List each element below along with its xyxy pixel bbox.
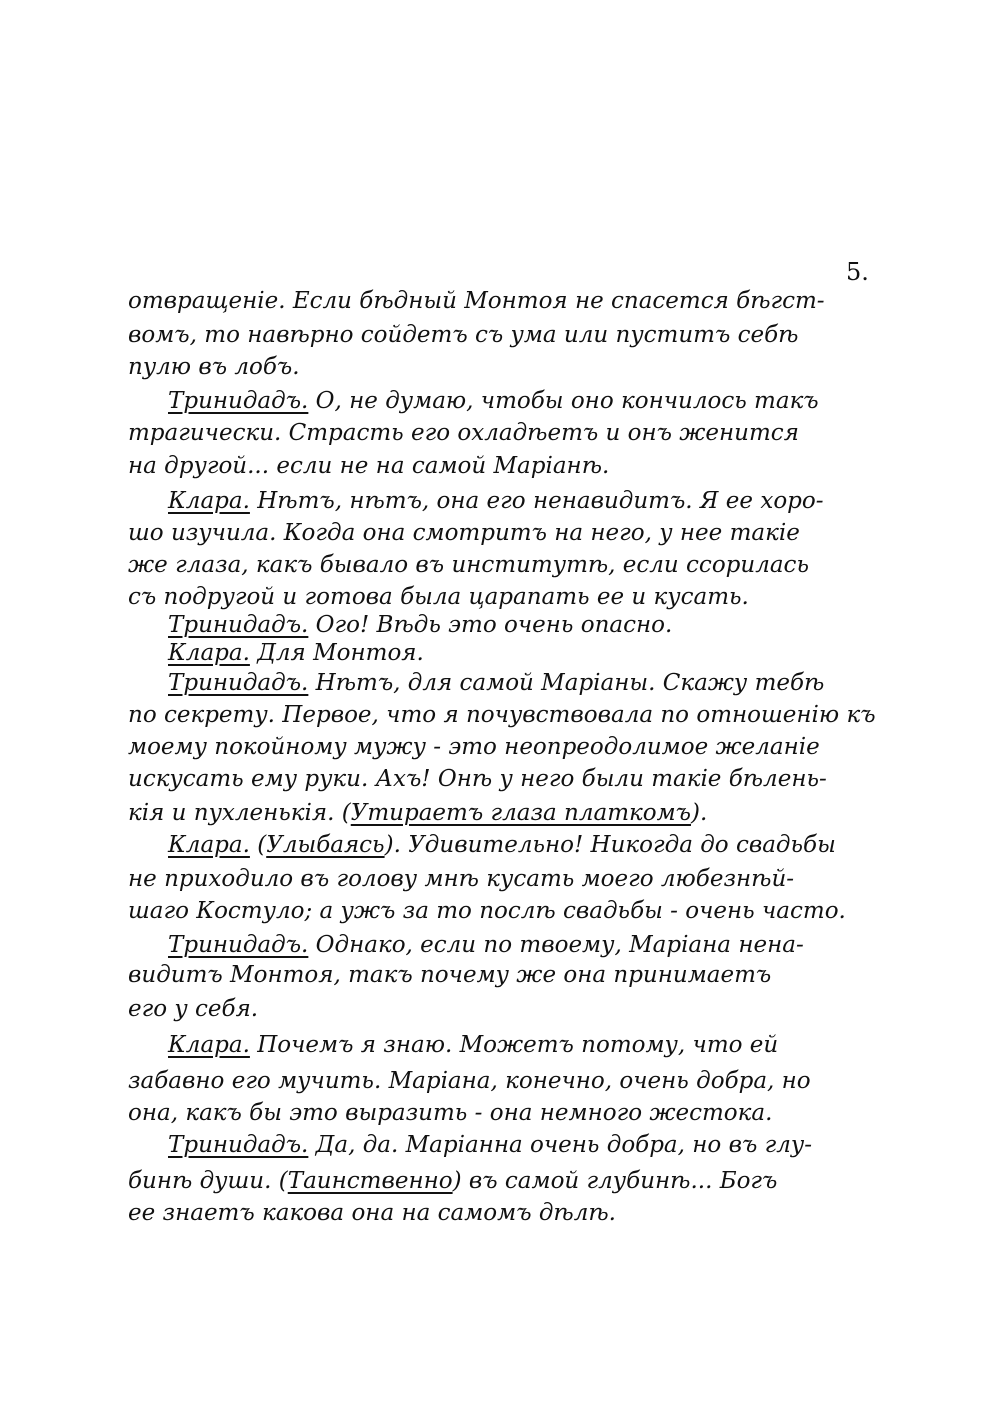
line-text: на другой... если не на самой Маріанѣ. bbox=[128, 453, 610, 479]
line-text: Нѣтъ, нѣтъ, она его ненавидитъ. Я ее хоро- bbox=[249, 488, 824, 514]
manuscript-line bbox=[128, 892, 888, 930]
line-text: по секрету. Первое, что я почувствовала по отношенію къ bbox=[128, 702, 876, 728]
speaker-name: Тринидадъ. bbox=[168, 1132, 309, 1158]
manuscript-line bbox=[168, 1026, 928, 1064]
line-text: шаго Костуло; а ужъ за то послѣ свадьбы - очень часто. bbox=[128, 898, 846, 924]
line-text: ). Удивительно! Никогда до свадьбы bbox=[384, 832, 836, 858]
line-text: бинѣ души. ( bbox=[128, 1168, 288, 1194]
line-text: Ого! Вѣдь это очень опасно. bbox=[308, 612, 673, 638]
speaker-name: Тринидадъ. bbox=[168, 612, 309, 638]
line-text: шо изучила. Когда она смотритъ на него, у нее такіе bbox=[128, 520, 800, 546]
manuscript-line bbox=[168, 826, 928, 864]
line-text: не приходило въ голову мнѣ кусать моего любезнѣй- bbox=[128, 866, 795, 892]
line-text: трагически. Страсть его охладѣетъ и онъ женится bbox=[128, 420, 799, 446]
line-text: моему покойному мужу - это неопреодолимое желаніе bbox=[128, 734, 820, 760]
manuscript-line bbox=[128, 447, 888, 485]
line-text: ее знаетъ какова она на самомъ дѣлѣ. bbox=[128, 1200, 616, 1226]
manuscript-line bbox=[168, 1126, 928, 1164]
line-text: О, не думаю, чтобы оно кончилось такъ bbox=[308, 388, 819, 414]
manuscript-line bbox=[128, 348, 888, 386]
line-text: она, какъ бы это выразить - она немного жестока. bbox=[128, 1100, 773, 1126]
manuscript-line bbox=[128, 990, 888, 1028]
speaker-name: Клара. bbox=[168, 1032, 250, 1058]
line-text: съ подругой и готова была царапать ее и кусать. bbox=[128, 584, 749, 610]
line-text: забавно его мучить. Маріана, конечно, очень добра, но bbox=[128, 1068, 811, 1094]
speaker-name: Тринидадъ. bbox=[168, 670, 309, 696]
speaker-name: Клара. bbox=[168, 488, 250, 514]
line-text: Да, да. Маріанна очень добра, но въ глу- bbox=[308, 1132, 812, 1158]
line-text: Для Монтоя. bbox=[249, 640, 424, 666]
stage-direction: Утираетъ глаза платкомъ bbox=[350, 800, 691, 826]
line-text: вомъ, то навѣрно сойдетъ съ ума или пуститъ себѣ bbox=[128, 322, 799, 348]
line-text: ) въ самой глубинѣ... Богъ bbox=[452, 1168, 778, 1194]
speaker-name: Клара. bbox=[168, 640, 250, 666]
line-text: Нѣтъ, для самой Маріаны. Скажу тебѣ bbox=[308, 670, 825, 696]
line-text: ). bbox=[690, 800, 708, 826]
page-number: 5. bbox=[846, 258, 869, 286]
manuscript-line bbox=[128, 760, 888, 798]
manuscript-line bbox=[128, 282, 888, 320]
stage-direction: Таинственно bbox=[287, 1168, 453, 1194]
stage-direction: Улыбаясь bbox=[266, 832, 385, 858]
line-text: Почемъ я знаю. Можетъ потому, что ей bbox=[249, 1032, 779, 1058]
line-text: искусать ему руки. Ахъ! Онѣ у него были такіе бѣлень- bbox=[128, 766, 827, 792]
line-text: видитъ Монтоя, такъ почему же она принимаетъ bbox=[128, 962, 772, 988]
line-text: Однако, если по твоему, Маріана нена- bbox=[308, 932, 804, 958]
line-text: отвращеніе. Если бѣдный Монтоя не спасется бѣгст- bbox=[128, 288, 825, 314]
manuscript-line bbox=[128, 956, 888, 994]
line-text: его у себя. bbox=[128, 996, 259, 1022]
speaker-name: Тринидадъ. bbox=[168, 932, 309, 958]
line-text: же глаза, какъ бывало въ институтѣ, если ссорилась bbox=[128, 552, 809, 578]
line-text: пулю въ лобъ. bbox=[128, 354, 300, 380]
speaker-name: Тринидадъ. bbox=[168, 388, 309, 414]
line-text: кія и пухленькія. ( bbox=[128, 800, 351, 826]
manuscript-line bbox=[128, 1194, 888, 1232]
line-text: ( bbox=[249, 832, 267, 858]
speaker-name: Клара. bbox=[168, 832, 250, 858]
